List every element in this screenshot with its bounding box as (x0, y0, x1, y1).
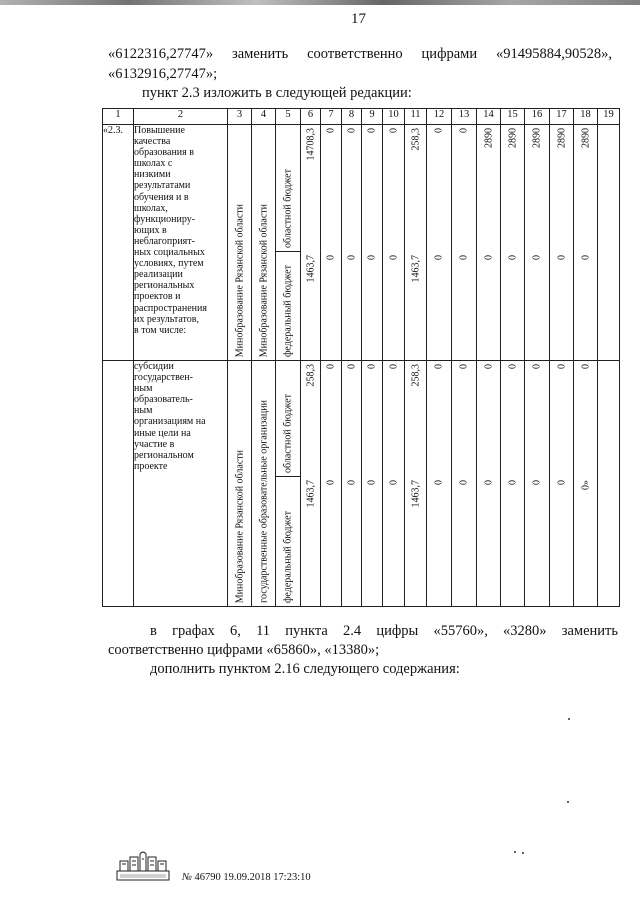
row-description: субсидии государствен- ным образователь- ным организациям на иные цели на участие в региональном проекте (134, 361, 228, 607)
funding-source-cell (276, 125, 301, 361)
paragraph-word: 11 (256, 623, 271, 639)
funding-value: 0 (458, 128, 470, 133)
funding-value: 2890 (483, 128, 494, 148)
table-header-row (103, 109, 620, 125)
value-cell (525, 361, 550, 607)
funding-value: 0 (366, 128, 378, 133)
value-subcell (405, 361, 426, 477)
funding-value: 0 (433, 480, 445, 485)
funding-value: 0 (483, 364, 494, 369)
value-cell (405, 361, 427, 607)
value-subcell (574, 252, 597, 360)
empty-cell (598, 361, 620, 607)
funding-value: 0 (433, 128, 445, 133)
column-header: 5 (276, 109, 301, 125)
funding-source-subcell (276, 125, 300, 252)
vertical-label: Минобразование Рязанской области (258, 203, 269, 357)
funding-value: 1463,7 (410, 255, 421, 283)
paragraph-word: 6, (229, 623, 241, 639)
table-row (103, 125, 620, 361)
column-header: 2 (134, 109, 228, 125)
value-subcell (342, 125, 361, 252)
value-subcell (427, 252, 451, 360)
paragraph-word: цифры (376, 623, 419, 639)
value-subcell (321, 125, 341, 252)
funding-source-subcell (276, 477, 300, 606)
funding-value: 0 (507, 480, 518, 485)
funding-value: 0 (556, 255, 567, 260)
funding-source-subcell (276, 252, 300, 360)
scan-speck (567, 801, 569, 803)
value-cell (321, 361, 342, 607)
value-subcell (405, 477, 426, 606)
value-cell (477, 125, 501, 361)
value-subcell (342, 252, 361, 360)
funding-value: 2890 (556, 128, 567, 148)
document-footer (182, 872, 311, 883)
value-subcell (501, 361, 524, 477)
value-subcell (574, 361, 597, 477)
doc-number: 46790 (194, 872, 221, 883)
funding-value: 2890 (531, 128, 543, 148)
paragraph-item-2-16-intro: дополнить пунктом 2.16 следующего содержания: (150, 661, 460, 677)
value-subcell (525, 361, 549, 477)
registration-stamp-icon (116, 849, 170, 881)
funding-value: 2890 (580, 128, 591, 148)
column-header: 9 (362, 109, 383, 125)
column-header: 15 (501, 109, 525, 125)
funding-source-label: областной бюджет (282, 393, 294, 473)
funding-value: 0 (507, 364, 518, 369)
paragraph-replace-figures-4: соответственно цифрами «65860», «13380»; (108, 642, 380, 658)
value-subcell (550, 361, 573, 477)
funding-value: 0 (458, 480, 470, 485)
column-header: 1 (103, 109, 134, 125)
value-subcell (321, 252, 341, 360)
funding-value: 0 (580, 255, 591, 260)
value-cell (550, 125, 574, 361)
funding-value: 0 (366, 480, 378, 485)
vertical-label: Минобразование Рязанской области (234, 449, 245, 603)
funding-value: 0 (388, 255, 399, 260)
funding-value: 0 (531, 255, 543, 260)
value-subcell (550, 125, 573, 252)
value-subcell (452, 477, 476, 606)
value-cell (321, 125, 342, 361)
column-header: 11 (405, 109, 427, 125)
value-subcell (301, 125, 320, 252)
funding-value: 258,3 (410, 128, 421, 151)
value-subcell (301, 477, 320, 606)
funding-source-label: областной бюджет (282, 168, 294, 248)
column-header: 19 (598, 109, 620, 125)
value-subcell (452, 252, 476, 360)
value-cell (550, 361, 574, 607)
column-header: 14 (477, 109, 501, 125)
value-cell (405, 125, 427, 361)
value-cell (301, 361, 321, 607)
funding-value: 0 (388, 480, 399, 485)
funding-source-subcell (276, 361, 300, 477)
value-subcell (301, 361, 320, 477)
value-subcell (452, 125, 476, 252)
paragraph-word: «6122316,27747» (108, 46, 214, 62)
empty-cell (598, 125, 620, 361)
column-header: 7 (321, 109, 342, 125)
funding-value: 0 (366, 255, 378, 260)
funding-source-label: федеральный бюджет (282, 510, 294, 603)
column-header: 6 (301, 109, 321, 125)
funding-value: 0 (483, 255, 494, 260)
funding-value: 0 (346, 364, 357, 369)
value-cell (574, 125, 598, 361)
value-subcell (574, 477, 597, 606)
funding-source-cell (276, 361, 301, 607)
column-header: 18 (574, 109, 598, 125)
value-subcell (550, 252, 573, 360)
funding-source-label: федеральный бюджет (282, 264, 294, 357)
value-subcell (321, 361, 341, 477)
value-subcell (383, 361, 404, 477)
value-subcell (477, 252, 500, 360)
value-cell (427, 125, 452, 361)
funding-value: 14708,3 (305, 128, 316, 161)
value-cell (301, 125, 321, 361)
funding-value: 0 (366, 364, 378, 369)
value-subcell (501, 252, 524, 360)
funding-value: 0 (433, 364, 445, 369)
doc-number-mark: № (182, 872, 192, 883)
value-subcell (525, 252, 549, 360)
funding-value: 0 (507, 255, 518, 260)
funding-value: 0 (325, 364, 337, 369)
value-cell (362, 361, 383, 607)
paragraph-replace-figures-3 (150, 623, 618, 640)
participant (252, 125, 276, 361)
value-subcell (501, 477, 524, 606)
program-table (102, 108, 620, 607)
value-subcell (362, 125, 382, 252)
funding-value: 0» (580, 480, 591, 490)
value-subcell (383, 125, 404, 252)
value-subcell (383, 252, 404, 360)
column-header: 3 (228, 109, 252, 125)
funding-value: 0 (483, 480, 494, 485)
funding-value: 0 (388, 364, 399, 369)
value-subcell (362, 477, 382, 606)
paragraph-word: заменить (561, 623, 618, 639)
scan-speck (568, 718, 570, 720)
value-subcell (477, 361, 500, 477)
funding-value: 0 (433, 255, 445, 260)
value-subcell (383, 477, 404, 606)
value-cell (362, 125, 383, 361)
column-header: 4 (252, 109, 276, 125)
responsible-executor (228, 361, 252, 607)
paragraph-word: цифрами (421, 46, 478, 62)
funding-value: 1463,7 (410, 480, 421, 508)
value-subcell (477, 125, 500, 252)
vertical-label: Минобразование Рязанской области (234, 203, 245, 357)
doc-datetime: 19.09.2018 17:23:10 (223, 872, 311, 883)
value-subcell (362, 361, 382, 477)
scan-speck (522, 852, 524, 854)
funding-value: 0 (325, 128, 337, 133)
column-header: 8 (342, 109, 362, 125)
value-cell (452, 125, 477, 361)
paragraph-word: соответственно (307, 46, 403, 62)
column-header: 17 (550, 109, 574, 125)
value-subcell (525, 125, 549, 252)
scan-speck (514, 851, 516, 853)
value-subcell (477, 477, 500, 606)
funding-value: 0 (458, 255, 470, 260)
value-subcell (525, 477, 549, 606)
column-header: 13 (452, 109, 477, 125)
funding-value: 0 (556, 364, 567, 369)
value-cell (501, 125, 525, 361)
funding-value: 0 (531, 364, 543, 369)
value-subcell (362, 252, 382, 360)
responsible-executor (228, 125, 252, 361)
column-header: 10 (383, 109, 405, 125)
value-subcell (301, 252, 320, 360)
paragraph-word: графах (172, 623, 215, 639)
value-cell (501, 361, 525, 607)
funding-value: 0 (388, 128, 399, 133)
funding-value: 0 (346, 128, 357, 133)
column-header: 12 (427, 109, 452, 125)
row-number: «2.3. (103, 125, 134, 361)
paragraph-word: пункта (285, 623, 328, 639)
value-subcell (405, 125, 426, 252)
paragraph-word: «55760», (433, 623, 488, 639)
value-cell (383, 361, 405, 607)
scan-edge-artifact (0, 0, 640, 5)
paragraph-item-2-3-intro: пункт 2.3 изложить в следующей редакции: (142, 85, 412, 101)
value-subcell (501, 125, 524, 252)
paragraph-word: заменить (232, 46, 289, 62)
value-subcell (342, 361, 361, 477)
funding-value: 0 (346, 480, 357, 485)
value-cell (452, 361, 477, 607)
column-header: 16 (525, 109, 550, 125)
value-subcell (405, 252, 426, 360)
paragraph-word: 2.4 (343, 623, 362, 639)
funding-value: 0 (458, 364, 470, 369)
funding-value: 1463,7 (305, 255, 316, 283)
funding-value: 1463,7 (305, 480, 316, 508)
value-subcell (342, 477, 361, 606)
value-cell (574, 361, 598, 607)
value-subcell (574, 125, 597, 252)
paragraph-word: «3280» (503, 623, 547, 639)
value-cell (427, 361, 452, 607)
value-cell (525, 125, 550, 361)
vertical-label: государственные образовательные организации (258, 400, 269, 603)
paragraph-word: в (150, 623, 157, 639)
value-subcell (427, 477, 451, 606)
value-subcell (321, 477, 341, 606)
funding-value: 0 (556, 480, 567, 485)
value-subcell (427, 361, 451, 477)
paragraph-word: «91495884,90528», (495, 46, 612, 62)
funding-value: 0 (580, 364, 591, 369)
value-subcell (550, 477, 573, 606)
funding-value: 258,3 (410, 364, 421, 387)
funding-value: 0 (325, 480, 337, 485)
value-subcell (452, 361, 476, 477)
table-row (103, 361, 620, 607)
paragraph-replace-figures-2: «6132916,27747»; (108, 66, 218, 82)
row-number (103, 361, 134, 607)
value-cell (342, 361, 362, 607)
funding-value: 258,3 (305, 364, 316, 387)
value-cell (477, 361, 501, 607)
value-subcell (427, 125, 451, 252)
funding-value: 2890 (507, 128, 518, 148)
paragraph-replace-figures-1 (108, 46, 612, 63)
participant (252, 361, 276, 607)
value-cell (383, 125, 405, 361)
funding-value: 0 (531, 480, 543, 485)
value-cell (342, 125, 362, 361)
funding-value: 0 (346, 255, 357, 260)
page-number: 17 (351, 11, 366, 27)
funding-value: 0 (325, 255, 337, 260)
row-description: Повышение качества образования в школах с низкими результатами обучения и в школах, функциониру- ющих в неблагоприят- ных социальных условиях, путем реализации региональных проектов и распространения их результатов, в том числе: (134, 125, 228, 361)
